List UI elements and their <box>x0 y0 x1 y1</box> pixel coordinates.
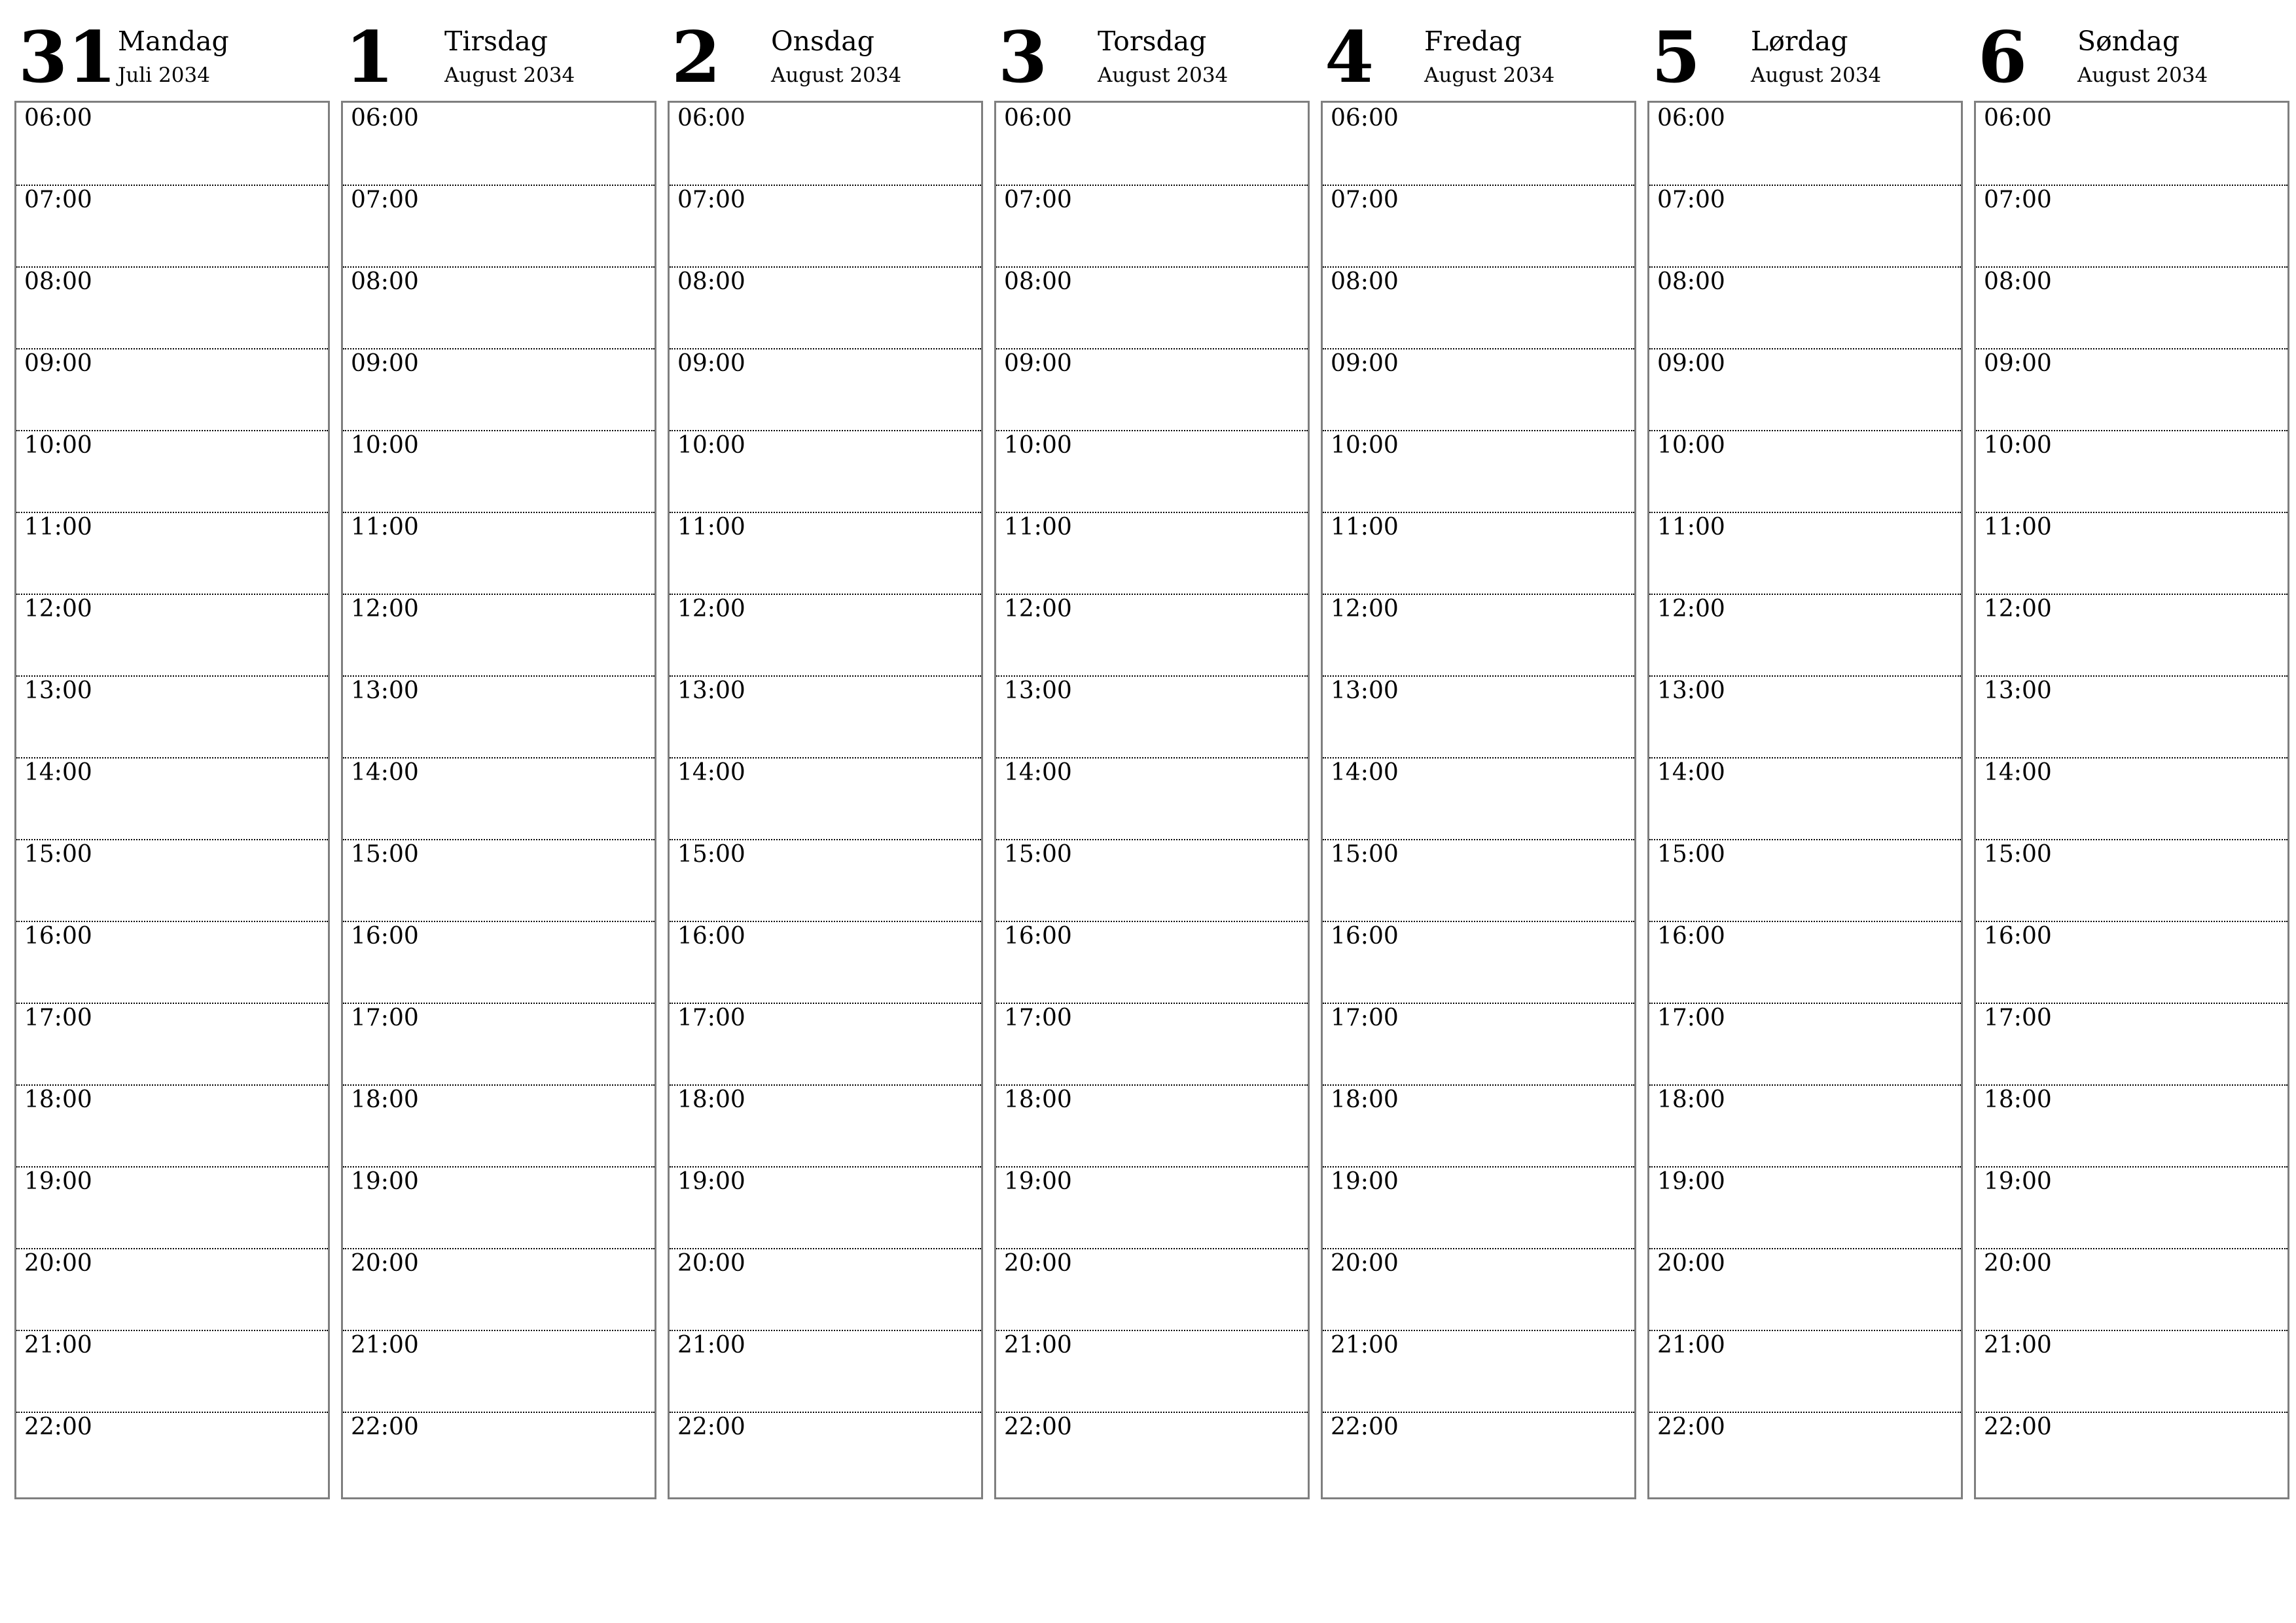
hour-slot[interactable] <box>1976 1003 2287 1086</box>
hour-slot[interactable] <box>1323 1166 1634 1249</box>
hour-label: 14:00 <box>1004 759 1072 786</box>
hour-slot[interactable] <box>670 266 981 349</box>
hour-slot[interactable] <box>1649 1003 1961 1086</box>
hour-slot[interactable] <box>1323 1003 1634 1086</box>
hour-label: 12:00 <box>1331 596 1399 622</box>
hour-slot[interactable] <box>1976 103 2287 186</box>
hour-label: 10:00 <box>677 432 745 459</box>
hour-slot[interactable] <box>343 1248 655 1331</box>
hour-label: 14:00 <box>24 759 92 786</box>
hour-label: 06:00 <box>1004 105 1072 132</box>
hour-slot[interactable] <box>16 1248 328 1331</box>
hour-label: 14:00 <box>1331 759 1399 786</box>
hour-label: 11:00 <box>351 514 419 541</box>
month-label: Juli 2034 <box>118 63 210 87</box>
hour-label: 21:00 <box>351 1332 419 1359</box>
hours-box <box>1974 101 2289 1499</box>
hour-label: 16:00 <box>677 923 745 950</box>
hour-label: 20:00 <box>351 1250 419 1277</box>
hour-label: 12:00 <box>24 596 92 622</box>
hour-label: 20:00 <box>1004 1250 1072 1277</box>
hour-label: 19:00 <box>1984 1168 2052 1195</box>
hour-label: 22:00 <box>1984 1414 2052 1440</box>
hour-label: 10:00 <box>1004 432 1072 459</box>
day-header <box>1974 0 2287 98</box>
hour-label: 10:00 <box>351 432 419 459</box>
hour-label: 17:00 <box>24 1005 92 1031</box>
hour-slot[interactable] <box>670 921 981 1004</box>
hour-label: 06:00 <box>1984 105 2052 132</box>
hour-label: 16:00 <box>351 923 419 950</box>
hour-label: 09:00 <box>1984 350 2052 377</box>
weekday-label: Lørdag <box>1751 26 1848 57</box>
hour-slot[interactable] <box>16 430 328 513</box>
hour-slot[interactable] <box>343 921 655 1004</box>
hours-box <box>341 101 656 1499</box>
hour-label: 11:00 <box>1331 514 1399 541</box>
hour-label: 07:00 <box>1984 187 2052 213</box>
hour-label: 06:00 <box>24 105 92 132</box>
weekday-label: Torsdag <box>1098 26 1207 57</box>
hour-slot[interactable] <box>1976 1084 2287 1168</box>
hour-label: 07:00 <box>1331 187 1399 213</box>
hours-box <box>994 101 1310 1499</box>
hour-slot[interactable] <box>996 839 1308 922</box>
hour-slot[interactable] <box>670 1248 981 1331</box>
hour-label: 16:00 <box>24 923 92 950</box>
hour-slot[interactable] <box>1649 757 1961 840</box>
hour-slot[interactable] <box>343 348 655 431</box>
hour-slot[interactable] <box>670 1166 981 1249</box>
hour-label: 09:00 <box>677 350 745 377</box>
hour-label: 13:00 <box>351 677 419 704</box>
hour-slot[interactable] <box>343 512 655 595</box>
hour-slot[interactable] <box>996 921 1308 1004</box>
hour-label: 18:00 <box>1984 1086 2052 1113</box>
hour-slot[interactable] <box>996 103 1308 186</box>
hour-slot[interactable] <box>996 594 1308 677</box>
hour-label: 08:00 <box>1984 268 2052 295</box>
hour-label: 21:00 <box>1984 1332 2052 1359</box>
hour-label: 07:00 <box>1657 187 1725 213</box>
weekday-label: Fredag <box>1424 26 1522 57</box>
hour-label: 12:00 <box>1657 596 1725 622</box>
hour-slot[interactable] <box>343 839 655 922</box>
hour-slot[interactable] <box>343 430 655 513</box>
hour-label: 09:00 <box>351 350 419 377</box>
hour-label: 18:00 <box>1331 1086 1399 1113</box>
hour-slot[interactable] <box>1976 675 2287 758</box>
hour-label: 15:00 <box>351 841 419 868</box>
hour-slot[interactable] <box>1649 512 1961 595</box>
hour-label: 18:00 <box>1004 1086 1072 1113</box>
hour-label: 19:00 <box>24 1168 92 1195</box>
hour-label: 10:00 <box>1657 432 1725 459</box>
day-number: 6 <box>1978 16 2028 99</box>
hour-label: 20:00 <box>677 1250 745 1277</box>
weekday-label: Tirsdag <box>444 26 548 57</box>
hour-label: 17:00 <box>1331 1005 1399 1031</box>
hour-label: 19:00 <box>1004 1168 1072 1195</box>
hour-label: 12:00 <box>351 596 419 622</box>
hour-slot[interactable] <box>670 185 981 268</box>
hour-label: 19:00 <box>677 1168 745 1195</box>
hour-slot[interactable] <box>1649 1084 1961 1168</box>
hour-label: 16:00 <box>1331 923 1399 950</box>
hour-label: 10:00 <box>24 432 92 459</box>
hour-label: 13:00 <box>1331 677 1399 704</box>
hour-label: 06:00 <box>351 105 419 132</box>
hour-slot[interactable] <box>996 1412 1308 1493</box>
hour-label: 17:00 <box>1657 1005 1725 1031</box>
hour-label: 22:00 <box>1004 1414 1072 1440</box>
hour-slot[interactable] <box>16 594 328 677</box>
hour-label: 14:00 <box>1984 759 2052 786</box>
hour-slot[interactable] <box>1649 348 1961 431</box>
hour-label: 22:00 <box>351 1414 419 1440</box>
hour-slot[interactable] <box>1976 839 2287 922</box>
hour-slot[interactable] <box>1649 594 1961 677</box>
hour-label: 08:00 <box>1657 268 1725 295</box>
hour-slot[interactable] <box>996 185 1308 268</box>
hour-slot[interactable] <box>343 1084 655 1168</box>
hour-slot[interactable] <box>16 1003 328 1086</box>
day-number: 31 <box>18 16 117 99</box>
hour-slot[interactable] <box>996 757 1308 840</box>
hour-label: 15:00 <box>1657 841 1725 868</box>
hour-slot[interactable] <box>670 839 981 922</box>
hour-slot[interactable] <box>16 921 328 1004</box>
hour-slot[interactable] <box>670 675 981 758</box>
hour-slot[interactable] <box>1323 266 1634 349</box>
hour-label: 22:00 <box>1331 1414 1399 1440</box>
hour-slot[interactable] <box>1649 921 1961 1004</box>
hour-label: 09:00 <box>1004 350 1072 377</box>
hour-label: 12:00 <box>677 596 745 622</box>
day-header <box>1647 0 1961 98</box>
hour-slot[interactable] <box>1323 1412 1634 1493</box>
hour-slot[interactable] <box>670 1003 981 1086</box>
hour-slot[interactable] <box>343 1166 655 1249</box>
hour-slot[interactable] <box>1976 1412 2287 1493</box>
hours-box <box>668 101 983 1499</box>
hour-slot[interactable] <box>670 1084 981 1168</box>
hour-slot[interactable] <box>16 1166 328 1249</box>
day-number: 5 <box>1651 16 1701 99</box>
hour-slot[interactable] <box>1323 675 1634 758</box>
hour-slot[interactable] <box>1976 757 2287 840</box>
hour-slot[interactable] <box>1323 103 1634 186</box>
weekday-label: Søndag <box>2077 26 2180 57</box>
hour-label: 21:00 <box>24 1332 92 1359</box>
hour-label: 20:00 <box>1984 1250 2052 1277</box>
day-number: 3 <box>998 16 1048 99</box>
hour-slot[interactable] <box>1649 1412 1961 1493</box>
hour-label: 18:00 <box>351 1086 419 1113</box>
hour-label: 15:00 <box>1984 841 2052 868</box>
hour-label: 11:00 <box>1657 514 1725 541</box>
hour-label: 11:00 <box>1004 514 1072 541</box>
day-header <box>994 0 1308 98</box>
hour-label: 06:00 <box>1331 105 1399 132</box>
hour-slot[interactable] <box>1323 594 1634 677</box>
hour-slot[interactable] <box>670 512 981 595</box>
hour-slot[interactable] <box>16 1412 328 1493</box>
month-label: August 2034 <box>1424 63 1555 87</box>
hour-label: 13:00 <box>1657 677 1725 704</box>
hour-label: 08:00 <box>1004 268 1072 295</box>
hour-slot[interactable] <box>16 348 328 431</box>
hour-label: 22:00 <box>24 1414 92 1440</box>
day-number: 4 <box>1325 16 1374 99</box>
hour-label: 10:00 <box>1331 432 1399 459</box>
hour-slot[interactable] <box>1323 185 1634 268</box>
hour-slot[interactable] <box>1976 185 2287 268</box>
hour-slot[interactable] <box>343 1003 655 1086</box>
hour-slot[interactable] <box>1323 1330 1634 1413</box>
hour-slot[interactable] <box>1323 921 1634 1004</box>
hour-slot[interactable] <box>670 1330 981 1413</box>
hour-label: 11:00 <box>677 514 745 541</box>
hour-slot[interactable] <box>996 1330 1308 1413</box>
hour-label: 21:00 <box>1331 1332 1399 1359</box>
hour-slot[interactable] <box>996 512 1308 595</box>
hour-slot[interactable] <box>343 594 655 677</box>
hour-slot[interactable] <box>670 430 981 513</box>
hour-slot[interactable] <box>1976 1248 2287 1331</box>
hour-label: 15:00 <box>24 841 92 868</box>
hour-slot[interactable] <box>670 348 981 431</box>
hour-label: 10:00 <box>1984 432 2052 459</box>
hour-slot[interactable] <box>1976 266 2287 349</box>
hour-slot[interactable] <box>16 839 328 922</box>
hour-label: 14:00 <box>677 759 745 786</box>
hour-label: 14:00 <box>351 759 419 786</box>
hour-slot[interactable] <box>1976 512 2287 595</box>
hour-label: 15:00 <box>1004 841 1072 868</box>
hour-slot[interactable] <box>996 1003 1308 1086</box>
hour-slot[interactable] <box>1976 348 2287 431</box>
hour-label: 07:00 <box>1004 187 1072 213</box>
hour-label: 15:00 <box>1331 841 1399 868</box>
hour-slot[interactable] <box>996 1166 1308 1249</box>
hours-box <box>1321 101 1636 1499</box>
hour-label: 22:00 <box>1657 1414 1725 1440</box>
hour-label: 14:00 <box>1657 759 1725 786</box>
hour-label: 13:00 <box>24 677 92 704</box>
hour-slot[interactable] <box>996 348 1308 431</box>
hour-slot[interactable] <box>1649 1330 1961 1413</box>
hour-label: 08:00 <box>351 268 419 295</box>
hour-label: 13:00 <box>1984 677 2052 704</box>
hour-slot[interactable] <box>670 1412 981 1493</box>
hour-label: 18:00 <box>24 1086 92 1113</box>
hour-label: 12:00 <box>1984 596 2052 622</box>
hour-slot[interactable] <box>1976 1166 2287 1249</box>
hour-label: 09:00 <box>1657 350 1725 377</box>
weekday-label: Mandag <box>118 26 229 57</box>
hour-label: 20:00 <box>1331 1250 1399 1277</box>
hour-slot[interactable] <box>670 594 981 677</box>
hour-slot[interactable] <box>1323 757 1634 840</box>
hour-label: 18:00 <box>1657 1086 1725 1113</box>
hour-slot[interactable] <box>16 512 328 595</box>
hour-slot[interactable] <box>1649 103 1961 186</box>
hour-label: 19:00 <box>1331 1168 1399 1195</box>
hour-slot[interactable] <box>16 675 328 758</box>
day-header <box>341 0 655 98</box>
hour-label: 07:00 <box>24 187 92 213</box>
day-number: 1 <box>345 16 395 99</box>
hour-slot[interactable] <box>670 103 981 186</box>
hour-label: 07:00 <box>351 187 419 213</box>
hour-slot[interactable] <box>16 1084 328 1168</box>
hour-slot[interactable] <box>343 266 655 349</box>
weekday-label: Onsdag <box>771 26 874 57</box>
hour-label: 19:00 <box>351 1168 419 1195</box>
hour-label: 12:00 <box>1004 596 1072 622</box>
hour-slot[interactable] <box>1323 512 1634 595</box>
hour-label: 09:00 <box>24 350 92 377</box>
hour-slot[interactable] <box>16 1330 328 1413</box>
hour-slot[interactable] <box>670 757 981 840</box>
hour-slot[interactable] <box>1323 348 1634 431</box>
hour-label: 17:00 <box>351 1005 419 1031</box>
hour-label: 21:00 <box>677 1332 745 1359</box>
hour-label: 17:00 <box>677 1005 745 1031</box>
hour-label: 18:00 <box>677 1086 745 1113</box>
hour-slot[interactable] <box>1976 594 2287 677</box>
hour-slot[interactable] <box>1323 430 1634 513</box>
hour-slot[interactable] <box>343 103 655 186</box>
hours-box <box>1647 101 1963 1499</box>
hour-slot[interactable] <box>16 185 328 268</box>
hour-label: 11:00 <box>1984 514 2052 541</box>
hour-label: 20:00 <box>1657 1250 1725 1277</box>
hour-slot[interactable] <box>1976 430 2287 513</box>
hour-slot[interactable] <box>343 185 655 268</box>
hour-slot[interactable] <box>996 1248 1308 1331</box>
hour-slot[interactable] <box>996 430 1308 513</box>
month-label: August 2034 <box>444 63 575 87</box>
day-header <box>14 0 328 98</box>
hour-label: 22:00 <box>677 1414 745 1440</box>
hour-slot[interactable] <box>343 757 655 840</box>
hour-slot[interactable] <box>1649 839 1961 922</box>
hour-label: 09:00 <box>1331 350 1399 377</box>
hour-label: 08:00 <box>677 268 745 295</box>
hour-slot[interactable] <box>16 103 328 186</box>
hour-slot[interactable] <box>1649 266 1961 349</box>
hour-label: 11:00 <box>24 514 92 541</box>
hour-slot[interactable] <box>1649 1248 1961 1331</box>
hour-slot[interactable] <box>996 266 1308 349</box>
hour-slot[interactable] <box>343 1412 655 1493</box>
hour-label: 17:00 <box>1004 1005 1072 1031</box>
hour-label: 20:00 <box>24 1250 92 1277</box>
hour-label: 15:00 <box>677 841 745 868</box>
month-label: August 2034 <box>1098 63 1229 87</box>
hour-label: 19:00 <box>1657 1168 1725 1195</box>
hour-slot[interactable] <box>343 1330 655 1413</box>
hour-label: 21:00 <box>1657 1332 1725 1359</box>
hour-label: 16:00 <box>1004 923 1072 950</box>
hour-slot[interactable] <box>1323 1248 1634 1331</box>
hour-slot[interactable] <box>1649 1166 1961 1249</box>
hour-slot[interactable] <box>1649 185 1961 268</box>
hours-box <box>14 101 330 1499</box>
hour-label: 06:00 <box>677 105 745 132</box>
month-label: August 2034 <box>2077 63 2208 87</box>
hour-label: 08:00 <box>24 268 92 295</box>
hour-slot[interactable] <box>1649 430 1961 513</box>
hour-label: 17:00 <box>1984 1005 2052 1031</box>
month-label: August 2034 <box>771 63 902 87</box>
month-label: August 2034 <box>1751 63 1882 87</box>
hour-slot[interactable] <box>343 675 655 758</box>
hour-slot[interactable] <box>1976 1330 2287 1413</box>
hour-slot[interactable] <box>996 1084 1308 1168</box>
hour-label: 07:00 <box>677 187 745 213</box>
hour-label: 06:00 <box>1657 105 1725 132</box>
hour-label: 13:00 <box>1004 677 1072 704</box>
day-number: 2 <box>672 16 721 99</box>
hour-slot[interactable] <box>1323 1084 1634 1168</box>
hour-slot[interactable] <box>1323 839 1634 922</box>
hour-label: 16:00 <box>1657 923 1725 950</box>
day-header <box>1321 0 1634 98</box>
hour-label: 13:00 <box>677 677 745 704</box>
hour-label: 16:00 <box>1984 923 2052 950</box>
hour-slot[interactable] <box>16 266 328 349</box>
hour-label: 08:00 <box>1331 268 1399 295</box>
hour-label: 21:00 <box>1004 1332 1072 1359</box>
hour-slot[interactable] <box>1976 921 2287 1004</box>
hour-slot[interactable] <box>1649 675 1961 758</box>
day-header <box>668 0 981 98</box>
hour-slot[interactable] <box>996 675 1308 758</box>
hour-slot[interactable] <box>16 757 328 840</box>
